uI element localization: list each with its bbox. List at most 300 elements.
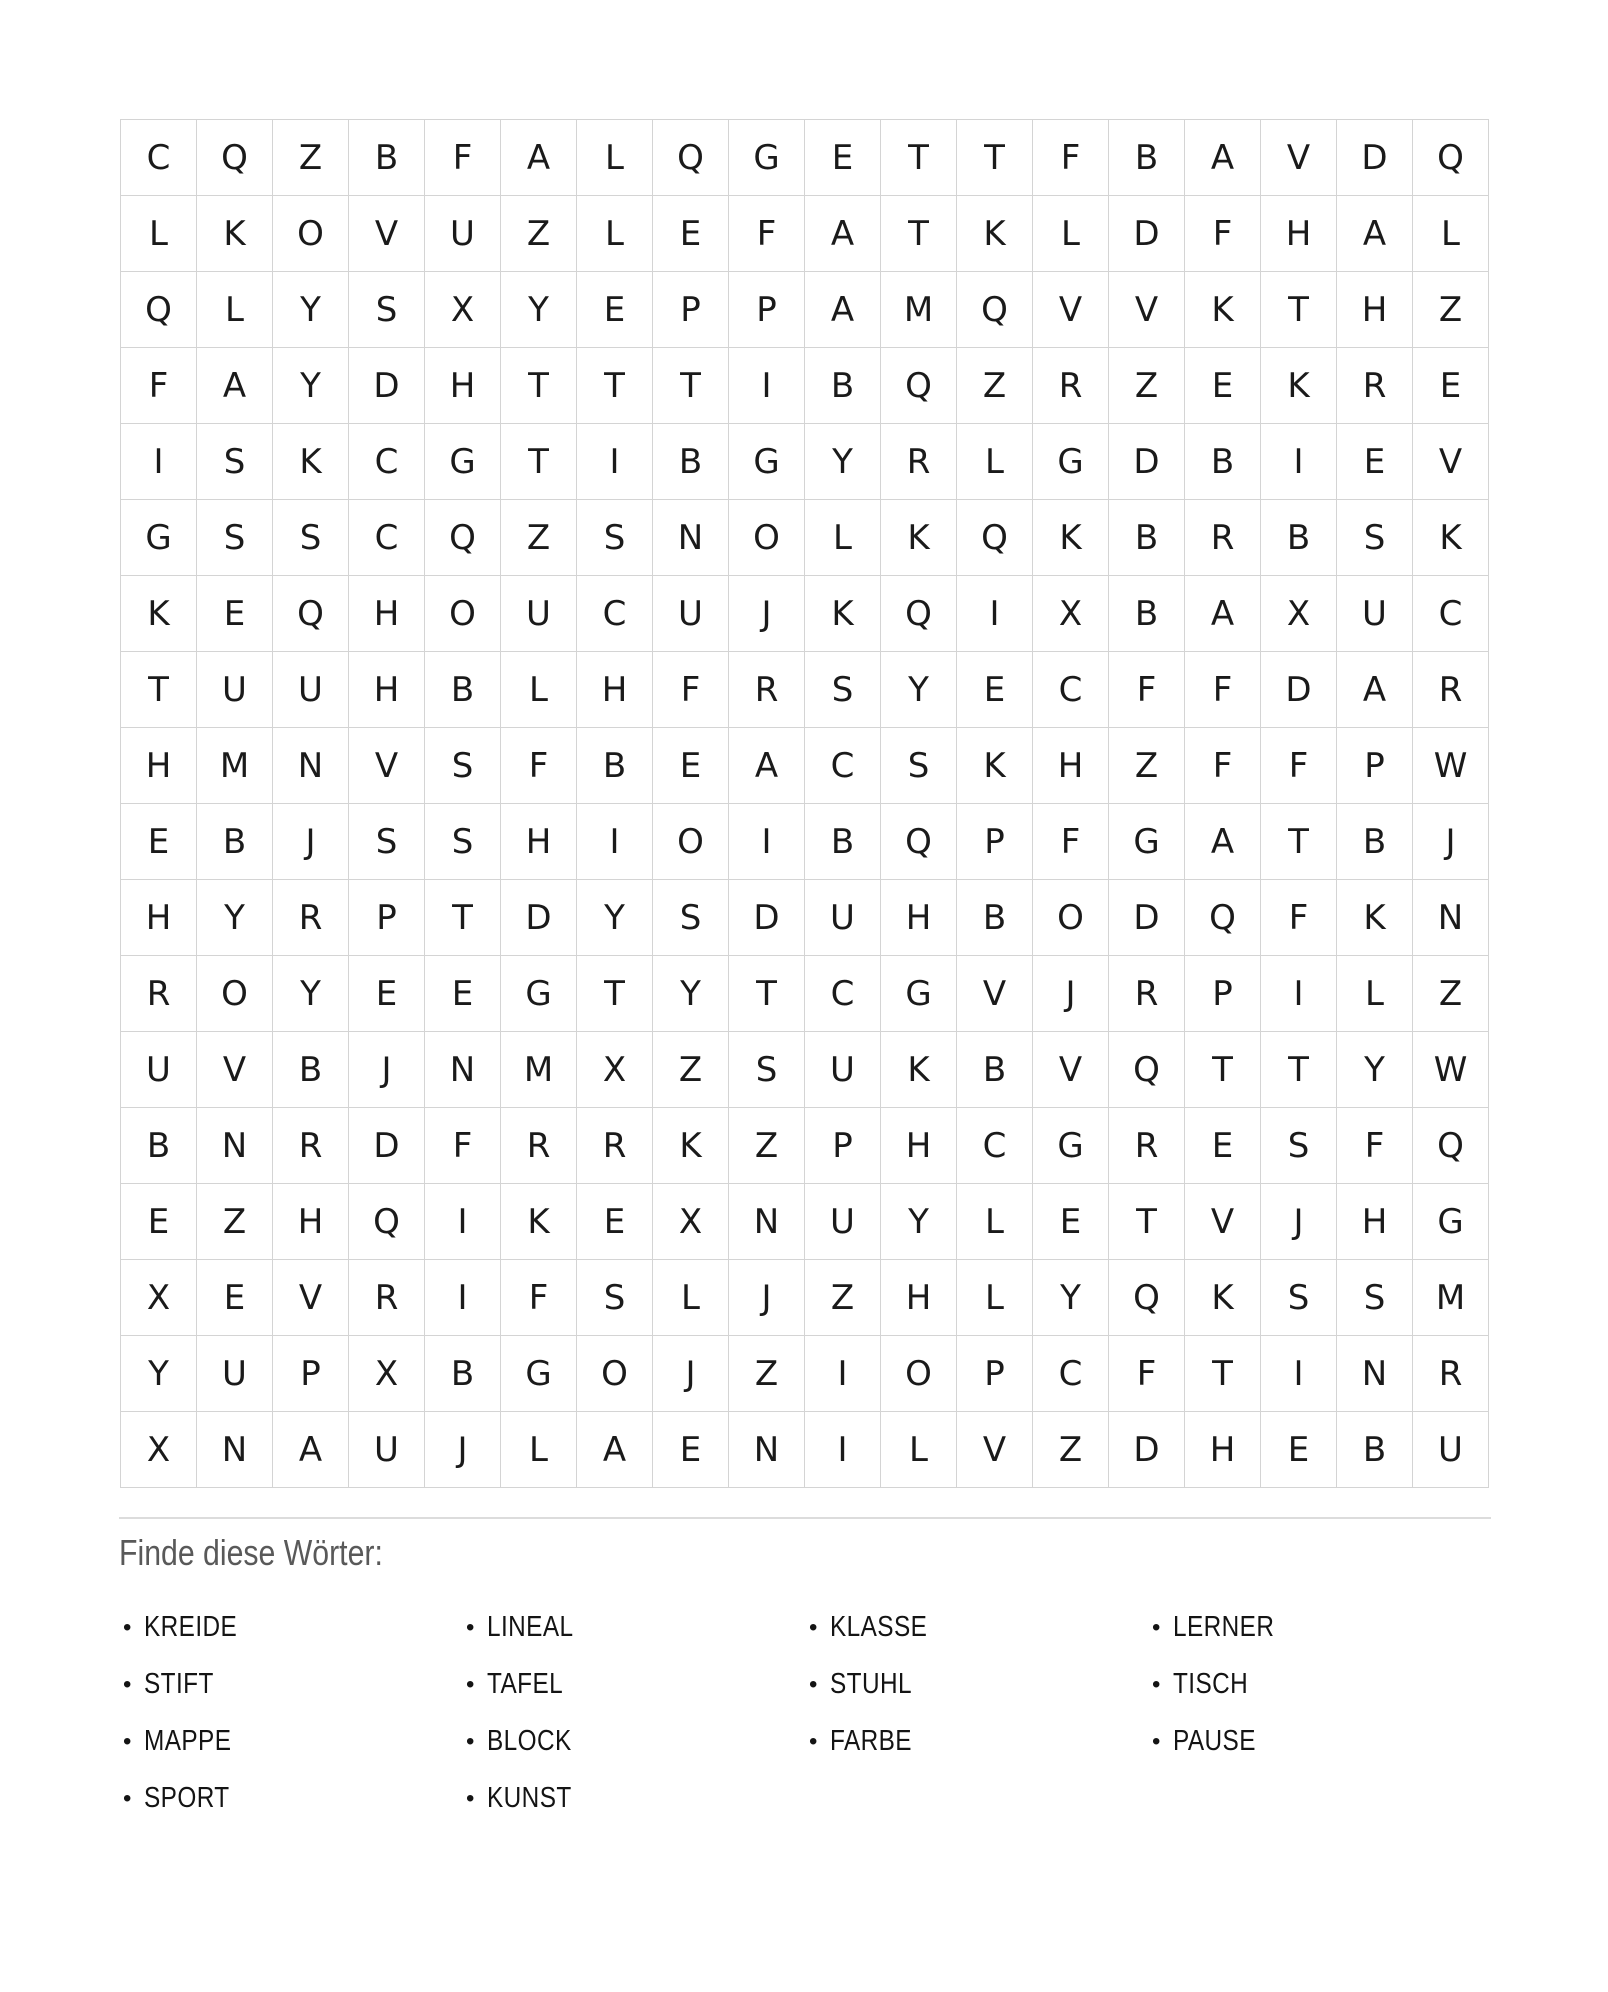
grid-cell: R [577,1108,653,1184]
grid-cell: N [197,1412,273,1488]
bullet-icon: • [466,1727,475,1755]
bullet-icon: • [123,1784,132,1812]
grid-cell: Z [1413,272,1489,348]
grid-cell: J [729,576,805,652]
grid-cell: V [349,196,425,272]
grid-cell: S [197,500,273,576]
grid-cell: F [501,728,577,804]
grid-cell: T [881,120,957,196]
grid-cell: F [121,348,197,424]
grid-cell: G [1033,424,1109,500]
grid-cell: K [1185,272,1261,348]
grid-cell: V [1109,272,1185,348]
grid-cell: M [881,272,957,348]
grid-cell: K [957,728,1033,804]
grid-cell: B [1337,804,1413,880]
grid-cell: X [121,1412,197,1488]
word-list-item [805,1599,1148,1656]
grid-cell: Y [501,272,577,348]
grid-cell: L [1337,956,1413,1032]
grid-cell: O [729,500,805,576]
grid-cell: F [1033,804,1109,880]
grid-cell: J [425,1412,501,1488]
grid-cell: L [805,500,881,576]
grid-cell: T [957,120,1033,196]
grid-cell: W [1413,1032,1489,1108]
grid-cell: I [729,348,805,424]
grid-cell: Z [729,1336,805,1412]
grid-cell: P [729,272,805,348]
grid-cell: H [577,652,653,728]
grid-cell: C [121,120,197,196]
grid-cell: Z [197,1184,273,1260]
grid-cell: A [501,120,577,196]
word-label: FARBE [830,1725,913,1757]
grid-cell: T [881,196,957,272]
grid-cell: F [501,1260,577,1336]
grid-cell: S [197,424,273,500]
grid-cell: O [1033,880,1109,956]
word-label: SPORT [144,1782,230,1814]
grid-cell: F [1109,652,1185,728]
grid-cell: H [121,728,197,804]
word-list-item [119,1656,462,1713]
grid-cell: B [1109,120,1185,196]
grid-cell: F [1261,880,1337,956]
grid-cell: J [1413,804,1489,880]
grid-cell: Z [501,196,577,272]
grid-cell: L [501,652,577,728]
grid-cell: Q [1413,120,1489,196]
grid-cell: S [425,728,501,804]
grid-cell: D [1109,1412,1185,1488]
grid-cell: L [957,424,1033,500]
grid-cell: Y [121,1336,197,1412]
grid-cell: K [881,500,957,576]
grid-cell: A [1185,804,1261,880]
bullet-icon: • [809,1727,818,1755]
grid-cell: O [653,804,729,880]
grid-cell: T [121,652,197,728]
word-label: TISCH [1173,1668,1249,1700]
grid-cell: G [1109,804,1185,880]
grid-cell: O [197,956,273,1032]
word-label: BLOCK [487,1725,573,1757]
grid-cell: P [1337,728,1413,804]
grid-cell: B [273,1032,349,1108]
grid-cell: Z [729,1108,805,1184]
grid-cell: N [197,1108,273,1184]
grid-cell: Z [957,348,1033,424]
grid-cell: Y [273,956,349,1032]
grid-cell: S [653,880,729,956]
grid-cell: Y [273,348,349,424]
grid-cell: U [197,1336,273,1412]
grid-cell: K [121,576,197,652]
grid-cell: T [501,348,577,424]
grid-cell: V [197,1032,273,1108]
grid-cell: J [349,1032,425,1108]
grid-cell: R [1109,1108,1185,1184]
grid-cell: U [805,880,881,956]
grid-cell: C [349,424,425,500]
grid-cell: E [1261,1412,1337,1488]
grid-cell: U [425,196,501,272]
word-list-item [1148,1599,1491,1656]
grid-cell: H [881,1108,957,1184]
grid-cell: U [805,1032,881,1108]
grid-cell: W [1413,728,1489,804]
grid-cell: T [577,348,653,424]
grid-cell: V [1033,1032,1109,1108]
grid-cell: O [425,576,501,652]
word-list-item [119,1713,462,1770]
grid-cell: L [121,196,197,272]
grid-cell: R [1033,348,1109,424]
grid-cell: Q [349,1184,425,1260]
grid-cell: E [577,272,653,348]
grid-cell: T [1261,272,1337,348]
grid-cell: S [1261,1260,1337,1336]
grid-cell: P [805,1108,881,1184]
grid-cell: R [1109,956,1185,1032]
grid-cell: U [273,652,349,728]
bullet-icon: • [1152,1670,1161,1698]
grid-cell: F [653,652,729,728]
grid-cell: L [957,1184,1033,1260]
grid-cell: Z [653,1032,729,1108]
grid-cell: I [729,804,805,880]
grid-cell: I [1261,424,1337,500]
grid-cell: D [1261,652,1337,728]
grid-cell: I [805,1412,881,1488]
bullet-icon: • [809,1670,818,1698]
grid-cell: F [425,120,501,196]
grid-cell: G [729,120,805,196]
grid-cell: E [197,1260,273,1336]
grid-cell: F [1185,196,1261,272]
grid-cell: L [881,1412,957,1488]
word-label: LINEAL [487,1611,574,1643]
grid-cell: H [501,804,577,880]
grid-cell: D [1109,424,1185,500]
grid-cell: H [1337,272,1413,348]
grid-cell: V [957,956,1033,1032]
grid-cell: D [729,880,805,956]
grid-cell: A [197,348,273,424]
grid-cell: Q [121,272,197,348]
grid-cell: X [349,1336,425,1412]
grid-cell: I [1261,1336,1337,1412]
grid-cell: K [881,1032,957,1108]
grid-cell: S [425,804,501,880]
grid-cell: H [1337,1184,1413,1260]
grid-cell: V [349,728,425,804]
word-list-item [462,1713,805,1770]
grid-cell: B [1261,500,1337,576]
grid-cell: L [1033,196,1109,272]
grid-cell: R [273,880,349,956]
grid-cell: Z [805,1260,881,1336]
grid-cell: X [1261,576,1337,652]
bullet-icon: • [123,1727,132,1755]
grid-cell: B [957,880,1033,956]
grid-cell: Y [577,880,653,956]
grid-cell: J [1261,1184,1337,1260]
grid-cell: L [653,1260,729,1336]
grid-cell: N [729,1184,805,1260]
grid-cell: I [121,424,197,500]
grid-cell: X [1033,576,1109,652]
grid-cell: K [501,1184,577,1260]
grid-cell: M [501,1032,577,1108]
grid-cell: T [1109,1184,1185,1260]
word-list-column [462,1599,805,1827]
grid-cell: G [1033,1108,1109,1184]
grid-cell: J [273,804,349,880]
grid-cell: Z [1109,728,1185,804]
grid-cell: S [1337,500,1413,576]
word-list-item [1148,1656,1491,1713]
grid-cell: Y [653,956,729,1032]
grid-cell: L [957,1260,1033,1336]
grid-cell: Q [1109,1032,1185,1108]
grid-cell: Q [881,348,957,424]
grid-cell: F [425,1108,501,1184]
grid-cell: B [1109,500,1185,576]
grid-cell: T [1261,1032,1337,1108]
grid-cell: F [1185,652,1261,728]
grid-cell: A [805,272,881,348]
grid-cell: V [273,1260,349,1336]
grid-cell: P [1185,956,1261,1032]
grid-cell: R [121,956,197,1032]
grid-cell: R [501,1108,577,1184]
grid-cell: A [1337,196,1413,272]
word-label: STIFT [144,1668,215,1700]
grid-cell: A [1185,576,1261,652]
grid-cell: G [1413,1184,1489,1260]
grid-cell: Y [273,272,349,348]
grid-cell: S [729,1032,805,1108]
grid-cell: E [1185,348,1261,424]
word-label: TAFEL [487,1668,564,1700]
grid-cell: I [577,424,653,500]
grid-cell: Y [1033,1260,1109,1336]
word-list-section [119,1517,1491,1827]
bullet-icon: • [466,1670,475,1698]
grid-cell: B [577,728,653,804]
grid-cell: F [1033,120,1109,196]
grid-cell: A [805,196,881,272]
grid-cell: N [1337,1336,1413,1412]
grid-cell: E [653,1412,729,1488]
grid-cell: O [577,1336,653,1412]
word-label: KUNST [487,1782,573,1814]
grid-cell: K [1261,348,1337,424]
grid-cell: E [121,1184,197,1260]
grid-cell: I [957,576,1033,652]
grid-cell: T [1261,804,1337,880]
word-list-item [462,1599,805,1656]
grid-cell: X [121,1260,197,1336]
grid-cell: A [577,1412,653,1488]
grid-cell: X [425,272,501,348]
grid-cell: S [805,652,881,728]
grid-cell: E [653,196,729,272]
grid-cell: R [729,652,805,728]
word-list-columns [119,1599,1491,1827]
bullet-icon: • [466,1613,475,1641]
grid-cell: R [1337,348,1413,424]
grid-cell: H [273,1184,349,1260]
grid-cell: U [653,576,729,652]
grid-cell: B [957,1032,1033,1108]
grid-cell: N [425,1032,501,1108]
word-list-item [119,1770,462,1827]
grid-cell: T [729,956,805,1032]
grid-cell: Y [881,652,957,728]
grid-cell: T [1185,1032,1261,1108]
grid-cell: Z [1413,956,1489,1032]
grid-cell: B [805,348,881,424]
word-list-column [119,1599,462,1827]
grid-cell: G [501,956,577,1032]
grid-cell: H [121,880,197,956]
wordsearch-grid [120,119,1489,1488]
grid-cell: K [1033,500,1109,576]
grid-cell: B [653,424,729,500]
grid-cell: Q [881,804,957,880]
grid-cell: Q [957,500,1033,576]
word-label: KREIDE [144,1611,238,1643]
grid-cell: G [425,424,501,500]
grid-cell: L [577,120,653,196]
grid-cell: K [1413,500,1489,576]
grid-cell: C [957,1108,1033,1184]
grid-cell: P [957,804,1033,880]
grid-cell: V [1413,424,1489,500]
grid-cell: A [1337,652,1413,728]
grid-cell: M [1413,1260,1489,1336]
grid-cell: U [501,576,577,652]
grid-cell: D [1337,120,1413,196]
grid-cell: I [425,1260,501,1336]
grid-cell: J [1033,956,1109,1032]
word-list-item [119,1599,462,1656]
word-list-column [805,1599,1148,1770]
grid-cell: U [1337,576,1413,652]
grid-cell: H [881,880,957,956]
grid-cell: F [1261,728,1337,804]
grid-cell: L [577,196,653,272]
grid-cell: Q [273,576,349,652]
word-label: PAUSE [1173,1725,1257,1757]
grid-cell: H [881,1260,957,1336]
bullet-icon: • [123,1670,132,1698]
grid-cell: D [349,348,425,424]
bullet-icon: • [123,1613,132,1641]
grid-cell: E [425,956,501,1032]
grid-cell: K [197,196,273,272]
grid-cell: C [805,728,881,804]
grid-cell: N [1413,880,1489,956]
grid-cell: H [349,576,425,652]
grid-cell: E [349,956,425,1032]
grid-cell: L [501,1412,577,1488]
grid-cell: E [1185,1108,1261,1184]
bullet-icon: • [809,1613,818,1641]
grid-cell: S [577,500,653,576]
grid-cell: S [1337,1260,1413,1336]
grid-cell: Y [197,880,273,956]
grid-cell: A [273,1412,349,1488]
grid-cell: Q [425,500,501,576]
grid-cell: E [653,728,729,804]
grid-cell: X [653,1184,729,1260]
grid-cell: V [957,1412,1033,1488]
grid-cell: D [1109,196,1185,272]
grid-cell: R [1185,500,1261,576]
grid-cell: X [577,1032,653,1108]
grid-cell: B [349,120,425,196]
grid-cell: B [1109,576,1185,652]
grid-cell: A [729,728,805,804]
grid-cell: Z [1033,1412,1109,1488]
grid-cell: L [197,272,273,348]
grid-cell: Q [881,576,957,652]
grid-cell: B [197,804,273,880]
word-list-item [805,1656,1148,1713]
grid-cell: H [1033,728,1109,804]
word-label: MAPPE [144,1725,232,1757]
grid-cell: H [1185,1412,1261,1488]
word-list-item [462,1656,805,1713]
grid-cell: R [1413,1336,1489,1412]
grid-cell: R [1413,652,1489,728]
grid-cell: J [653,1336,729,1412]
grid-cell: P [957,1336,1033,1412]
grid-cell: H [349,652,425,728]
word-list-item [462,1770,805,1827]
grid-cell: K [957,196,1033,272]
grid-cell: B [1337,1412,1413,1488]
word-label: LERNER [1173,1611,1275,1643]
grid-cell: Q [1109,1260,1185,1336]
grid-cell: S [881,728,957,804]
grid-cell: E [1337,424,1413,500]
grid-cell: S [577,1260,653,1336]
grid-cell: L [1413,196,1489,272]
grid-cell: C [1033,652,1109,728]
grid-cell: Q [1185,880,1261,956]
grid-cell: U [121,1032,197,1108]
grid-cell: C [805,956,881,1032]
grid-cell: B [121,1108,197,1184]
grid-cell: K [805,576,881,652]
grid-cell: U [197,652,273,728]
grid-cell: J [729,1260,805,1336]
grid-cell: I [425,1184,501,1260]
grid-cell: T [653,348,729,424]
grid-cell: D [349,1108,425,1184]
grid-cell: Z [501,500,577,576]
grid-cell: I [1261,956,1337,1032]
grid-cell: G [729,424,805,500]
grid-cell: M [197,728,273,804]
grid-cell: N [273,728,349,804]
grid-cell: F [1185,728,1261,804]
